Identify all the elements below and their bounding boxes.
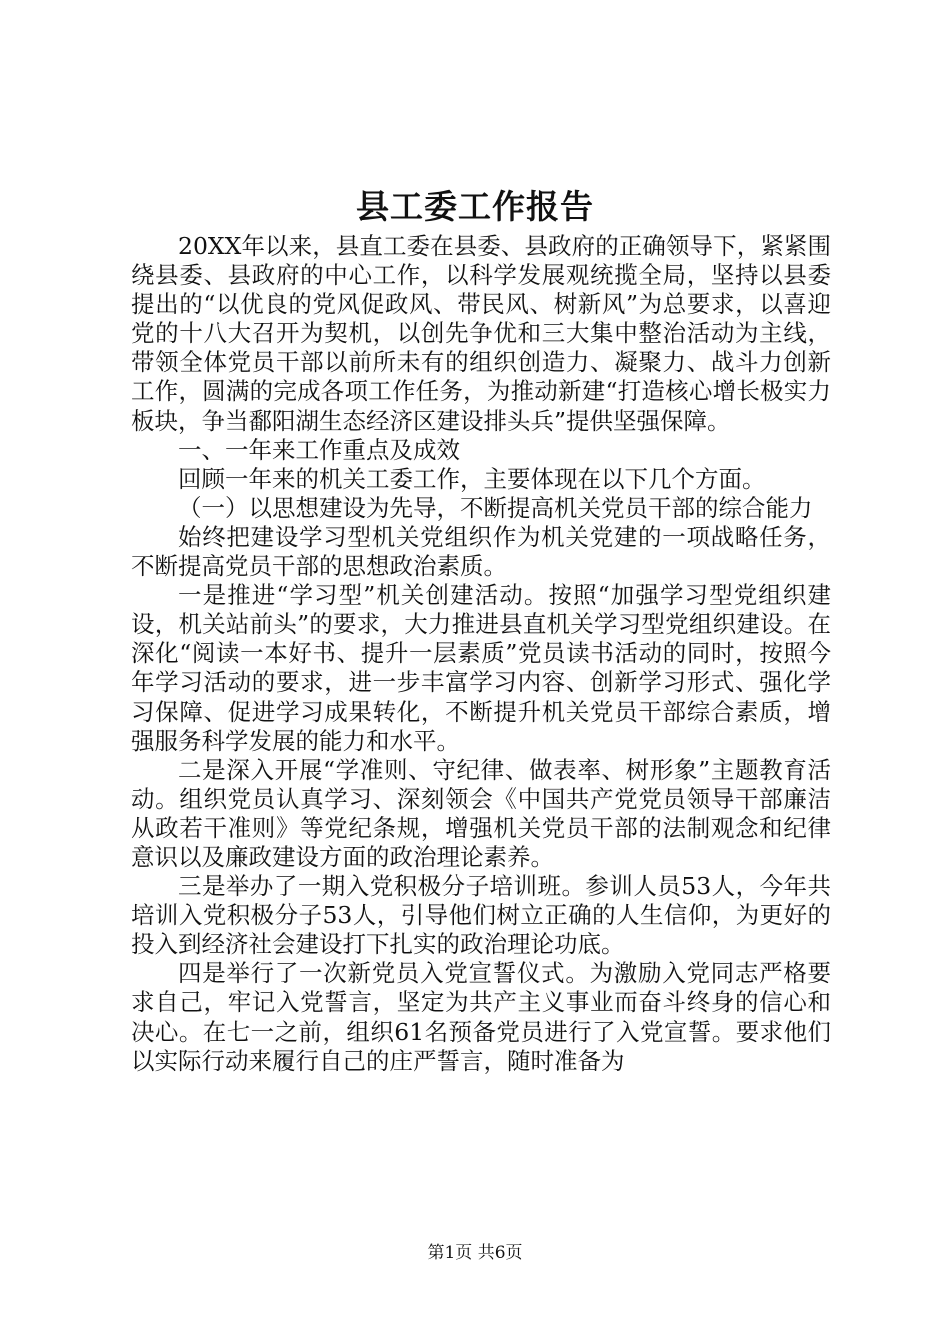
- paragraph-item-3: 三是举办了一期入党积极分子培训班。参训人员53人，今年共培训入党积极分子53人，引导他们树立正确的人生信仰，为更好的投入到经济社会建设打下扎实的政治理论功底。: [131, 872, 831, 959]
- page-footer: 第1页 共6页: [427, 1243, 523, 1263]
- paragraph-subsection-intro: 始终把建设学习型机关党组织作为机关党建的一项战略任务，不断提高党员干部的思想政治素质。: [131, 522, 831, 581]
- paragraph-item-2: 二是深入开展“学准则、守纪律、做表率、树形象”主题教育活动。组织党员认真学习、深刻领会《中国共产党党员领导干部廉洁从政若干准则》等党纪条规，增强机关党员干部的法制观念和纪律意识以及廉政建设方面的政治理论素养。: [131, 755, 831, 871]
- subsection-heading-1: （一）以思想建设为先导，不断提高机关党员干部的综合能力: [178, 493, 813, 522]
- paragraph-review: 回顾一年来的机关工委工作，主要体现在以下几个方面。: [178, 464, 766, 493]
- section-heading-1: 一、一年来工作重点及成效: [178, 435, 460, 464]
- document-body: [131, 232, 831, 1076]
- document-title: 县工委工作报告: [356, 187, 594, 226]
- paragraph-intro: 20XX年以来，县直工委在县委、县政府的正确领导下，紧紧围绕县委、县政府的中心工作，以科学发展观统揽全局，坚持以县委提出的“以优良的党风促政风、带民风、树新风”为总要求，以喜迎党的十八大召开为契机，以创先争优和三大集中整治活动为主线，带领全体党员干部以前所未有的组织创造力、凝聚力、战斗力创新工作，圆满的完成各项工作任务，为推动新建“打造核心增长极实力板块，争当鄱阳湖生态经济区建设排头兵”提供坚强保障。: [131, 232, 831, 435]
- paragraph-item-1: 一是推进“学习型”机关创建活动。按照“加强学习型党组织建设，机关站前头”的要求，大力推进县直机关学习型党组织建设。在深化“阅读一本好书、提升一层素质”党员读书活动的同时，按照今年学习活动的要求，进一步丰富学习内容、创新学习形式、强化学习保障、促进学习成果转化，不断提升机关党员干部综合素质，增强服务科学发展的能力和水平。: [131, 581, 831, 755]
- paragraph-item-4: 四是举行了一次新党员入党宣誓仪式。为激励入党同志严格要求自己，牢记入党誓言，坚定为共产主义事业而奋斗终身的信心和决心。在七一之前，组织61名预备党员进行了入党宣誓。要求他们以实际行动来履行自己的庄严誓言，随时准备为: [131, 959, 831, 1075]
